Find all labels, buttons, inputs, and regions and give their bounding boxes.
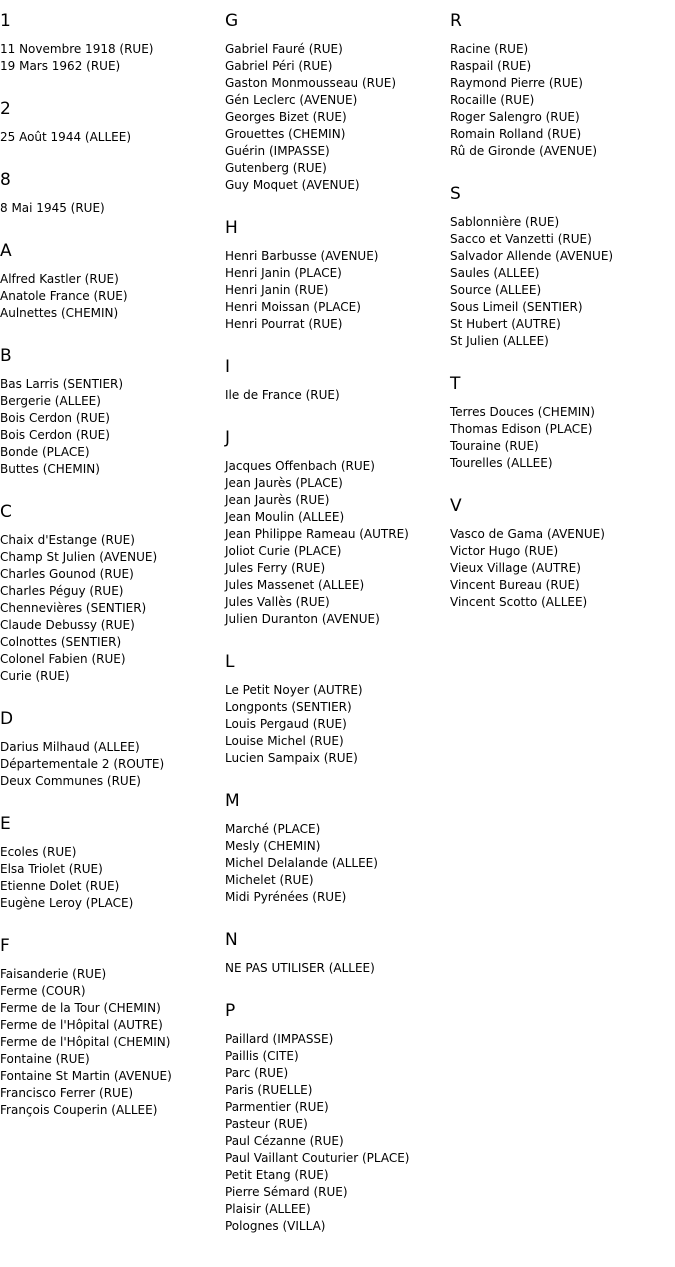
street-link[interactable]: Jacques Offenbach (RUE)	[225, 459, 375, 473]
street-link[interactable]: Champ St Julien (AVENUE)	[0, 550, 158, 564]
street-link[interactable]: Longponts (SENTIER)	[225, 700, 352, 714]
street-link[interactable]: Etienne Dolet (RUE)	[0, 879, 120, 893]
street-link[interactable]: Aulnettes (CHEMIN)	[0, 306, 119, 320]
letter-group	[450, 10, 672, 160]
street-link[interactable]: 19 Mars 1962 (RUE)	[0, 59, 121, 73]
street-list	[0, 271, 222, 322]
street-list	[225, 41, 447, 194]
letter-group	[225, 10, 447, 194]
letter-heading: S	[450, 184, 461, 204]
street-link[interactable]: Jean Philippe Rameau (AUTRE)	[225, 527, 409, 541]
street-link[interactable]: Le Petit Noyer (AUTRE)	[225, 683, 363, 697]
letter-heading: E	[0, 814, 11, 834]
street-column-1	[0, 10, 222, 1142]
street-link[interactable]: Claude Debussy (RUE)	[0, 618, 135, 632]
street-link[interactable]: Chaix d'Estange (RUE)	[0, 533, 135, 547]
letter-group	[0, 240, 222, 322]
street-link[interactable]: Terres Douces (CHEMIN)	[450, 405, 595, 419]
street-link[interactable]: Gaston Monmousseau (RUE)	[225, 76, 397, 90]
letter-heading: 2	[0, 99, 11, 119]
letter-group	[225, 929, 447, 977]
street-link[interactable]: Racine (RUE)	[450, 42, 529, 56]
letter-group	[0, 98, 222, 146]
street-link[interactable]: Jean Jaurès (RUE)	[225, 493, 330, 507]
letter-heading: 8	[0, 170, 11, 190]
letter-group	[450, 183, 672, 350]
street-link[interactable]: Sacco et Vanzetti (RUE)	[450, 232, 592, 246]
street-link[interactable]: Francisco Ferrer (RUE)	[0, 1086, 134, 1100]
letter-heading: C	[0, 502, 12, 522]
street-link[interactable]: Louis Pergaud (RUE)	[225, 717, 347, 731]
letter-group	[0, 813, 222, 912]
street-list	[225, 682, 447, 767]
street-link[interactable]: Henri Janin (RUE)	[225, 283, 329, 297]
letter-group	[225, 217, 447, 333]
street-link[interactable]: Bas Larris (SENTIER)	[0, 377, 124, 391]
street-list	[225, 1031, 447, 1235]
letter-heading: L	[225, 652, 235, 672]
letter-group	[0, 10, 222, 75]
letter-heading: M	[225, 791, 240, 811]
street-list	[225, 960, 447, 977]
street-link[interactable]: Paris (RUELLE)	[225, 1083, 313, 1097]
street-link[interactable]: Parmentier (RUE)	[225, 1100, 329, 1114]
letter-group	[0, 708, 222, 790]
street-link[interactable]: Guérin (IMPASSE)	[225, 144, 330, 158]
street-list	[0, 41, 222, 75]
street-link[interactable]: Chennevières (SENTIER)	[0, 601, 147, 615]
letter-group	[225, 1000, 447, 1235]
street-link[interactable]: Mesly (CHEMIN)	[225, 839, 321, 853]
street-list	[0, 966, 222, 1119]
letter-heading: V	[450, 496, 462, 516]
street-link[interactable]: Ferme (COUR)	[0, 984, 86, 998]
street-link[interactable]: Midi Pyrénées (RUE)	[225, 890, 347, 904]
street-link[interactable]: Jules Vallès (RUE)	[225, 595, 330, 609]
street-link[interactable]: Bois Cerdon (RUE)	[0, 411, 110, 425]
street-link[interactable]: Rû de Gironde (AVENUE)	[450, 144, 598, 158]
street-link[interactable]: Jules Ferry (RUE)	[225, 561, 326, 575]
letter-heading: 1	[0, 11, 11, 31]
street-link[interactable]: Départementale 2 (ROUTE)	[0, 757, 165, 771]
street-link[interactable]: Pasteur (RUE)	[225, 1117, 308, 1131]
letter-heading: G	[225, 11, 239, 31]
street-link[interactable]: Jules Massenet (ALLEE)	[225, 578, 365, 592]
street-link[interactable]: Anatole France (RUE)	[0, 289, 128, 303]
letter-group	[225, 790, 447, 906]
street-link[interactable]: 11 Novembre 1918 (RUE)	[0, 42, 154, 56]
street-link[interactable]: Ecoles (RUE)	[0, 845, 77, 859]
letter-heading: D	[0, 709, 14, 729]
street-list	[450, 214, 672, 350]
street-link[interactable]: Ile de France (RUE)	[225, 388, 340, 402]
street-link[interactable]: Lucien Sampaix (RUE)	[225, 751, 358, 765]
street-link[interactable]: Roger Salengro (RUE)	[450, 110, 580, 124]
letter-heading: R	[450, 11, 462, 31]
street-list	[0, 200, 222, 217]
street-link[interactable]: Vasco de Gama (AVENUE)	[450, 527, 605, 541]
letter-group	[225, 427, 447, 628]
street-link[interactable]: Saules (ALLEE)	[450, 266, 540, 280]
street-link[interactable]: Elsa Triolet (RUE)	[0, 862, 103, 876]
street-link[interactable]: 25 Août 1944 (ALLEE)	[0, 130, 132, 144]
street-link[interactable]: Plaisir (ALLEE)	[225, 1202, 311, 1216]
letter-heading: T	[450, 374, 461, 394]
street-link[interactable]: Guy Moquet (AVENUE)	[225, 178, 360, 192]
street-list	[450, 41, 672, 160]
street-link[interactable]: Deux Communes (RUE)	[0, 774, 141, 788]
street-link[interactable]: St Hubert (AUTRE)	[450, 317, 561, 331]
street-link[interactable]: St Julien (ALLEE)	[450, 334, 549, 348]
street-link[interactable]: Fontaine St Martin (AVENUE)	[0, 1069, 172, 1083]
street-link[interactable]: Paillis (CITE)	[225, 1049, 299, 1063]
street-link[interactable]: Sablonnière (RUE)	[450, 215, 560, 229]
letter-heading: J	[225, 428, 231, 448]
street-link[interactable]: Raspail (RUE)	[450, 59, 532, 73]
letter-group	[0, 169, 222, 217]
letter-group	[225, 356, 447, 404]
street-link[interactable]: Thomas Edison (PLACE)	[450, 422, 593, 436]
street-link[interactable]: Pierre Sémard (RUE)	[225, 1185, 348, 1199]
street-column-3	[450, 10, 672, 634]
street-link[interactable]: Salvador Allende (AVENUE)	[450, 249, 614, 263]
street-link[interactable]: Michelet (RUE)	[225, 873, 314, 887]
street-link[interactable]: Gabriel Fauré (RUE)	[225, 42, 343, 56]
street-link[interactable]: Bonde (PLACE)	[0, 445, 90, 459]
street-link[interactable]: Ferme de l'Hôpital (AUTRE)	[0, 1018, 163, 1032]
letter-group	[450, 495, 672, 611]
street-list	[225, 821, 447, 906]
letter-heading: A	[0, 241, 12, 261]
street-link[interactable]: Colnottes (SENTIER)	[0, 635, 122, 649]
street-link[interactable]: Paillard (IMPASSE)	[225, 1032, 334, 1046]
street-link[interactable]: Henri Pourrat (RUE)	[225, 317, 343, 331]
street-link[interactable]: Charles Péguy (RUE)	[0, 584, 124, 598]
street-list	[450, 404, 672, 472]
street-link[interactable]: Paul Vaillant Couturier (PLACE)	[225, 1151, 410, 1165]
street-list	[450, 526, 672, 611]
letter-group	[450, 373, 672, 472]
street-list	[225, 387, 447, 404]
street-link[interactable]: Marché (PLACE)	[225, 822, 321, 836]
street-link[interactable]: Faisanderie (RUE)	[0, 967, 107, 981]
letter-heading: F	[0, 936, 10, 956]
street-link[interactable]: Vincent Scotto (ALLEE)	[450, 595, 588, 609]
street-link[interactable]: Vieux Village (AUTRE)	[450, 561, 581, 575]
street-link[interactable]: Tourelles (ALLEE)	[450, 456, 553, 470]
street-link[interactable]: Ferme de l'Hôpital (CHEMIN)	[0, 1035, 171, 1049]
street-link[interactable]: Buttes (CHEMIN)	[0, 462, 100, 476]
street-link[interactable]: Parc (RUE)	[225, 1066, 289, 1080]
street-link[interactable]: Gabriel Péri (RUE)	[225, 59, 333, 73]
street-link[interactable]: Henri Barbusse (AVENUE)	[225, 249, 379, 263]
street-link[interactable]: Charles Gounod (RUE)	[0, 567, 134, 581]
street-link[interactable]: Julien Duranton (AVENUE)	[225, 612, 380, 626]
street-link[interactable]: Georges Bizet (RUE)	[225, 110, 347, 124]
street-link[interactable]: Colonel Fabien (RUE)	[0, 652, 126, 666]
street-link[interactable]: 8 Mai 1945 (RUE)	[0, 201, 105, 215]
street-link[interactable]: Romain Rolland (RUE)	[450, 127, 582, 141]
street-link[interactable]: Alfred Kastler (RUE)	[0, 272, 119, 286]
street-link[interactable]: Vincent Bureau (RUE)	[450, 578, 580, 592]
street-link[interactable]: Henri Janin (PLACE)	[225, 266, 342, 280]
street-link[interactable]: Henri Moissan (PLACE)	[225, 300, 361, 314]
street-list	[0, 129, 222, 146]
street-list	[225, 248, 447, 333]
street-link[interactable]: Bois Cerdon (RUE)	[0, 428, 110, 442]
street-link[interactable]: Sous Limeil (SENTIER)	[450, 300, 583, 314]
letter-heading: B	[0, 346, 12, 366]
street-link[interactable]: Paul Cézanne (RUE)	[225, 1134, 344, 1148]
street-link[interactable]: Eugène Leroy (PLACE)	[0, 896, 134, 910]
street-list	[0, 532, 222, 685]
street-link[interactable]: Rocaille (RUE)	[450, 93, 535, 107]
street-list	[225, 458, 447, 628]
street-link[interactable]: Joliot Curie (PLACE)	[225, 544, 342, 558]
street-link[interactable]: Louise Michel (RUE)	[225, 734, 344, 748]
letter-group	[0, 345, 222, 478]
letter-heading: N	[225, 930, 238, 950]
street-link[interactable]: Jean Moulin (ALLEE)	[225, 510, 345, 524]
street-link[interactable]: Michel Delalande (ALLEE)	[225, 856, 378, 870]
street-link[interactable]: Ferme de la Tour (CHEMIN)	[0, 1001, 161, 1015]
letter-heading: P	[225, 1001, 236, 1021]
street-link[interactable]: François Couperin (ALLEE)	[0, 1103, 158, 1117]
street-link[interactable]: Petit Etang (RUE)	[225, 1168, 329, 1182]
letter-group	[0, 935, 222, 1119]
street-link[interactable]: NE PAS UTILISER (ALLEE)	[225, 961, 375, 975]
street-column-2	[225, 10, 447, 1258]
street-link[interactable]: Bergerie (ALLEE)	[0, 394, 101, 408]
street-link[interactable]: Darius Milhaud (ALLEE)	[0, 740, 140, 754]
letter-heading: H	[225, 218, 238, 238]
street-list	[0, 844, 222, 912]
street-link[interactable]: Grouettes (CHEMIN)	[225, 127, 346, 141]
letter-heading: I	[225, 357, 231, 377]
street-link[interactable]: Jean Jaurès (PLACE)	[225, 476, 343, 490]
letter-group	[0, 501, 222, 685]
street-link[interactable]: Raymond Pierre (RUE)	[450, 76, 583, 90]
street-link[interactable]: Gutenberg (RUE)	[225, 161, 327, 175]
street-link[interactable]: Gén Leclerc (AVENUE)	[225, 93, 358, 107]
letter-group	[225, 651, 447, 767]
street-link[interactable]: Curie (RUE)	[0, 669, 70, 683]
street-link[interactable]: Source (ALLEE)	[450, 283, 542, 297]
street-list	[0, 739, 222, 790]
street-list	[0, 376, 222, 478]
street-link[interactable]: Victor Hugo (RUE)	[450, 544, 559, 558]
street-link[interactable]: Fontaine (RUE)	[0, 1052, 90, 1066]
street-link[interactable]: Polognes (VILLA)	[225, 1219, 326, 1233]
street-link[interactable]: Touraine (RUE)	[450, 439, 539, 453]
